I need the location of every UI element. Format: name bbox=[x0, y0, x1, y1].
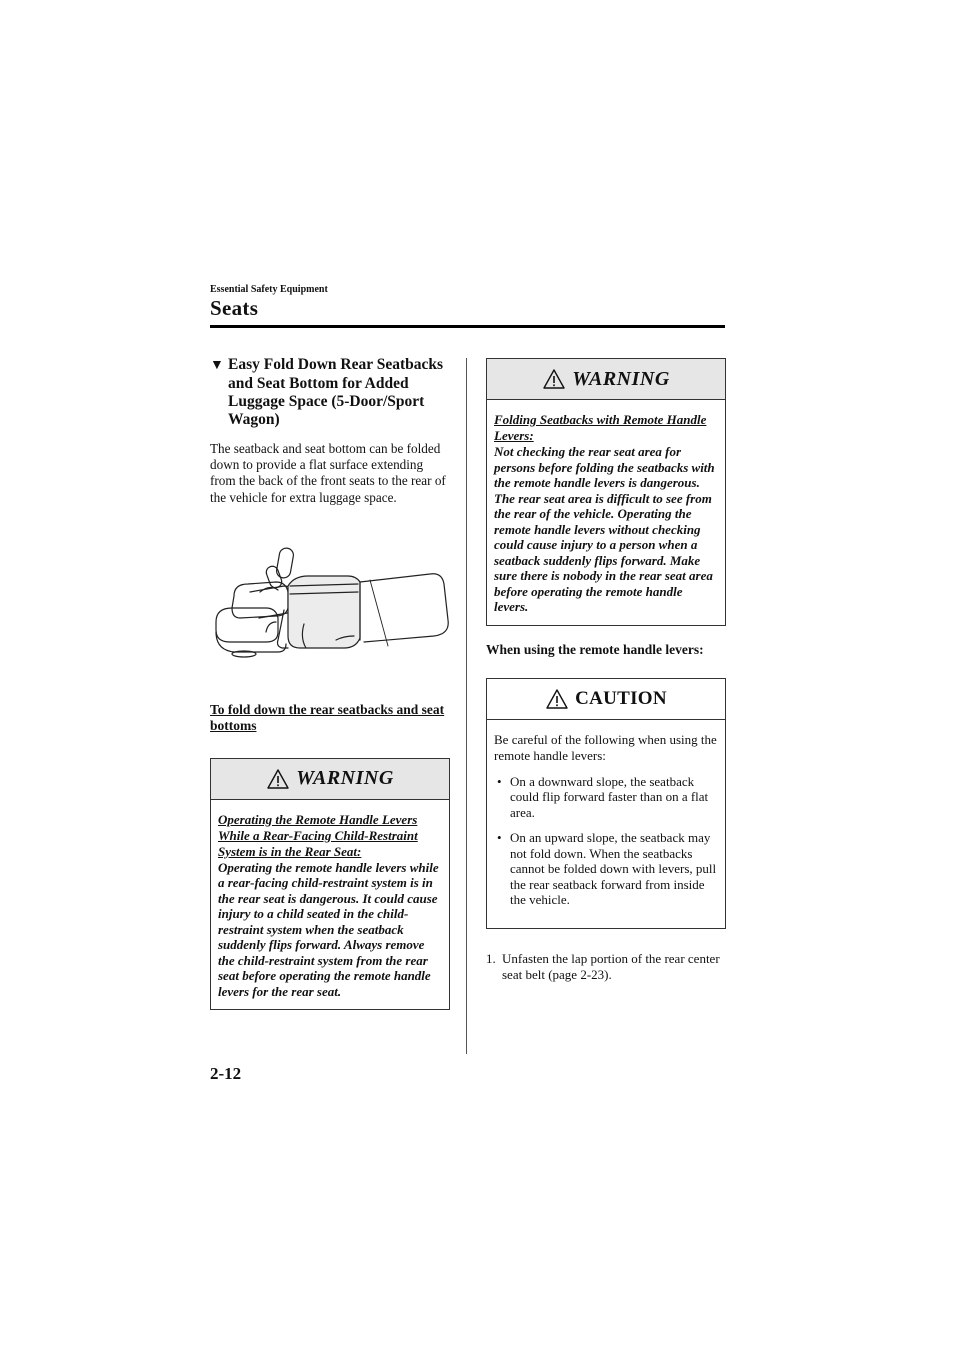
triangle-marker-icon: ▼ bbox=[210, 358, 224, 373]
warning-subhead: Operating the Remote Handle Levers While a Rear-Facing Child-Restraint System is in the Rear Seat: bbox=[218, 811, 418, 859]
warning-text: Not checking the rear seat area for persons before folding the seatbacks with the remote handle levers is dangerous. The rear seat area is difficult to see from the rear of the vehicle. Operating the remote handle levers without checking could cause injury to a person when a seatback suddenly flips forward. Make sure there is nobody in the rear seat area before operating the remote handle levers. bbox=[494, 444, 715, 614]
remote-levers-heading: When using the remote handle levers: bbox=[486, 641, 704, 657]
column-divider bbox=[466, 358, 467, 1054]
bullet-dot-icon: • bbox=[497, 773, 502, 789]
warning-triangle-icon bbox=[542, 368, 566, 390]
left-column bbox=[210, 356, 450, 1010]
warning-box-header bbox=[487, 359, 725, 400]
folded-rear-seat-illustration bbox=[210, 536, 450, 666]
list-item: • On an upward slope, the seatback may not fold down. When the seatbacks cannot be folded down with levers, pull the rear seatback forward from inside the vehicle. bbox=[497, 830, 717, 907]
page-number: 2-12 bbox=[210, 1064, 242, 1083]
list-item: • On a downward slope, the seatback could flip forward faster than on a flat area. bbox=[497, 773, 709, 820]
warning-box-child-restraint bbox=[210, 758, 450, 1011]
caution-box bbox=[486, 678, 726, 929]
section-label: Essential Safety Equipment bbox=[210, 284, 328, 295]
warning-subhead: Folding Seatbacks with Remote Handle Levers: bbox=[494, 412, 707, 443]
page-title: Seats bbox=[210, 296, 259, 320]
warning-title: WARNING bbox=[572, 367, 670, 390]
caution-box-body bbox=[487, 720, 725, 928]
step-item bbox=[486, 951, 726, 983]
warning-box-header bbox=[211, 759, 449, 800]
right-column bbox=[486, 358, 726, 983]
subsection-heading bbox=[210, 356, 450, 429]
warning-triangle-icon bbox=[266, 768, 290, 790]
procedure-heading: To fold down the rear seatbacks and seat bottoms bbox=[210, 701, 445, 733]
intro-paragraph: The seatback and seat bottom can be folded down to provide a flat surface extending from the back of the front seats to the rear of the vehicle for extra luggage space. bbox=[210, 441, 446, 505]
caution-title: CAUTION bbox=[575, 687, 667, 709]
header-rule bbox=[210, 325, 725, 328]
warning-text: Operating the remote handle levers while a rear-facing child-restraint system is in the rear seat is dangerous. It could cause injury to a child seated in the child-restraint system when the seatback suddenly flips forward. Always remove the child-restraint system from the rear seat before operating the remote handle levers for the rear seat. bbox=[218, 859, 439, 999]
warning-title: WARNING bbox=[296, 767, 394, 790]
subsection-heading-text: Easy Fold Down Rear Seatbacks and Seat Bottom for Added Luggage Space (5-Door/Sport Wagon) bbox=[228, 356, 444, 428]
warning-box-remote-levers bbox=[486, 358, 726, 626]
bullet-dot-icon: • bbox=[497, 830, 502, 845]
caution-bullet-list bbox=[494, 774, 718, 908]
warning-triangle-icon bbox=[545, 688, 569, 710]
step-number: 1. bbox=[486, 950, 496, 966]
caution-box-header bbox=[487, 679, 725, 720]
step-text: Unfasten the lap portion of the rear center seat belt (page 2-23). bbox=[502, 950, 720, 982]
caution-text: Be careful of the following when using the remote handle levers: bbox=[494, 731, 717, 763]
warning-box-body bbox=[487, 400, 725, 625]
warning-box-body bbox=[211, 800, 449, 1010]
